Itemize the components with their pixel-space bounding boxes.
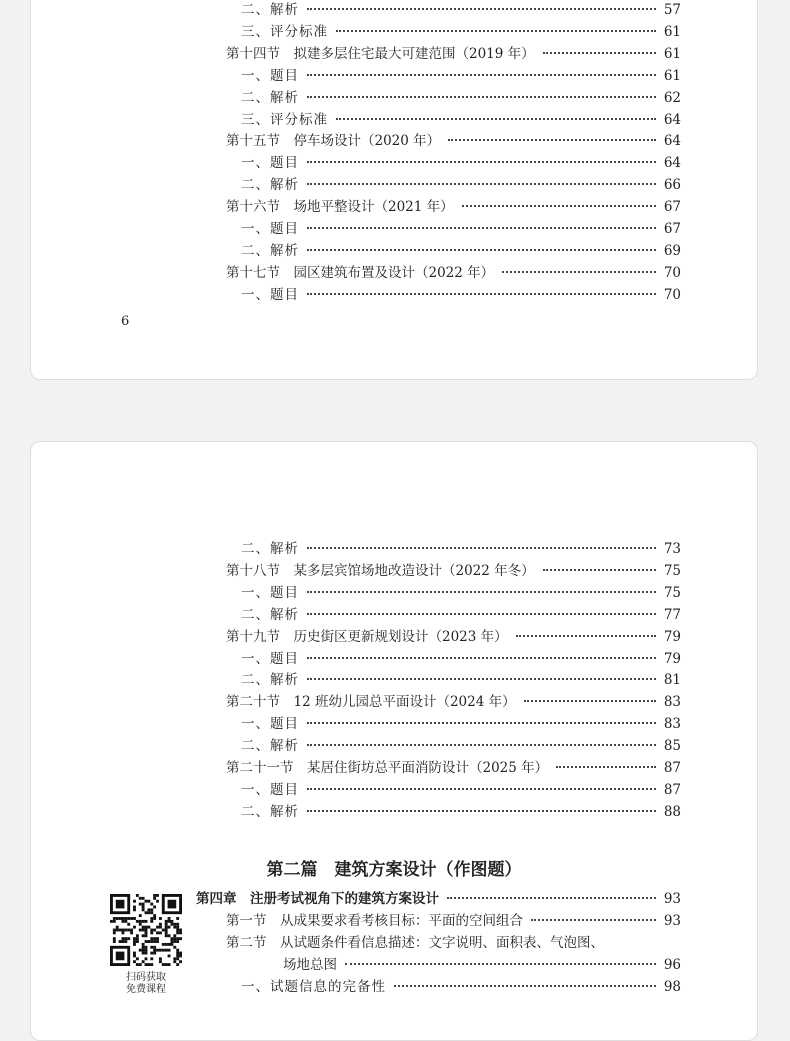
toc-subentry[interactable] bbox=[241, 65, 681, 87]
toc-subentry[interactable] bbox=[241, 779, 681, 801]
qr-caption-line: 免费课程 bbox=[126, 984, 166, 995]
toc-subentry[interactable] bbox=[241, 240, 681, 262]
toc-entry-title: 第十六节 场地平整设计（2021 年） bbox=[226, 199, 454, 216]
toc-entry-title: 二、解析 bbox=[241, 541, 299, 557]
dot-leader bbox=[307, 8, 656, 10]
toc-section-entry[interactable]: 第二节 从试题条件看信息描述：文字说明、面积表、气泡图、 bbox=[226, 935, 604, 951]
dot-leader bbox=[543, 569, 656, 571]
toc-entry-title: 二、解析 bbox=[241, 177, 299, 194]
toc-subentry[interactable] bbox=[241, 538, 681, 560]
toc-page-number: 61 bbox=[663, 23, 681, 40]
toc-entry-title: 二、解析 bbox=[241, 803, 299, 820]
dot-leader bbox=[345, 963, 656, 965]
dot-leader bbox=[307, 744, 656, 746]
dot-leader bbox=[524, 700, 656, 702]
toc-subentry[interactable] bbox=[241, 669, 681, 691]
toc-entry-title: 三、评分标准 bbox=[241, 23, 328, 40]
toc-entry-title: 一、题目 bbox=[241, 716, 299, 733]
toc-subentry[interactable] bbox=[241, 801, 681, 823]
toc-page-number: 66 bbox=[663, 177, 681, 194]
toc-entry-title: 一、题目 bbox=[241, 286, 299, 303]
toc-section-entry[interactable] bbox=[226, 626, 681, 648]
toc-entry-title: 一、题目 bbox=[241, 584, 299, 601]
dot-leader bbox=[307, 722, 656, 724]
toc-entry-title: 二、解析 bbox=[241, 242, 299, 259]
toc-page-number: 75 bbox=[663, 584, 681, 601]
dot-leader bbox=[336, 118, 656, 120]
dot-leader bbox=[307, 591, 656, 593]
toc-section-entry[interactable] bbox=[226, 262, 681, 284]
toc-page-number: 57 bbox=[663, 2, 681, 18]
toc-entry-title: 二、解析 bbox=[241, 606, 299, 623]
toc-entry-title: 第二十一节 某居住街坊总平面消防设计（2025 年） bbox=[226, 760, 549, 776]
toc-page-number: 61 bbox=[663, 45, 681, 62]
toc-subentry[interactable] bbox=[241, 713, 681, 735]
dot-leader bbox=[307, 547, 656, 549]
dot-leader bbox=[531, 919, 656, 921]
qr-code-icon[interactable] bbox=[110, 894, 182, 966]
toc-page-number: 93 bbox=[663, 891, 681, 907]
toc-page-number: 93 bbox=[663, 913, 681, 929]
toc-subentry[interactable] bbox=[241, 152, 681, 174]
dot-leader bbox=[448, 139, 656, 141]
toc-page-number: 79 bbox=[663, 650, 681, 667]
toc-page-number: 77 bbox=[663, 606, 681, 623]
toc-section-entry[interactable] bbox=[226, 910, 681, 932]
toc-section-entry-cont[interactable] bbox=[283, 954, 681, 976]
toc-page-number: 98 bbox=[663, 979, 681, 995]
dot-leader bbox=[462, 205, 656, 207]
toc-page-number: 73 bbox=[663, 541, 681, 557]
toc-page-number: 87 bbox=[663, 781, 681, 798]
toc-entry-title: 一、试题信息的完备性 bbox=[241, 979, 386, 995]
toc-page-1 bbox=[30, 0, 758, 380]
toc-page-number: 75 bbox=[663, 562, 681, 579]
toc-entry-title: 一、题目 bbox=[241, 781, 299, 798]
toc-page-number: 83 bbox=[663, 716, 681, 733]
toc-section-entry[interactable] bbox=[226, 691, 681, 713]
toc-page-number: 88 bbox=[663, 803, 681, 820]
dot-leader bbox=[307, 293, 656, 295]
toc-page-number: 64 bbox=[663, 111, 681, 128]
toc-subentry[interactable] bbox=[241, 87, 681, 109]
toc-section-entry[interactable] bbox=[226, 130, 681, 152]
part-title: 第二篇 建筑方案设计（作图题） bbox=[266, 860, 522, 880]
dot-leader bbox=[556, 766, 656, 768]
toc-page-number: 64 bbox=[663, 155, 681, 172]
dot-leader bbox=[307, 74, 656, 76]
dot-leader bbox=[516, 635, 656, 637]
toc-page-number: 62 bbox=[663, 89, 681, 106]
toc-page-number: 64 bbox=[663, 133, 681, 150]
toc-page-number: 79 bbox=[663, 628, 681, 645]
toc-entry-title: 第十九节 历史街区更新规划设计（2023 年） bbox=[226, 628, 508, 645]
toc-entry-title: 二、解析 bbox=[241, 2, 299, 18]
toc-entry-title: 一、题目 bbox=[241, 155, 299, 172]
dot-leader bbox=[307, 810, 656, 812]
toc-subentry[interactable] bbox=[241, 604, 681, 626]
toc-page-number: 70 bbox=[663, 264, 681, 281]
qr-caption bbox=[106, 972, 186, 996]
toc-subentry[interactable] bbox=[241, 218, 681, 240]
dot-leader bbox=[307, 96, 656, 98]
toc-entry-title: 一、题目 bbox=[241, 221, 299, 237]
qr-caption-line: 扫码获取 bbox=[126, 972, 166, 983]
toc-entry-title: 第十四节 拟建多层住宅最大可建范围（2019 年） bbox=[226, 45, 535, 62]
dot-leader bbox=[307, 227, 656, 229]
dot-leader bbox=[307, 161, 656, 163]
toc-subentry[interactable] bbox=[241, 0, 681, 21]
toc-page-number: 83 bbox=[663, 694, 681, 711]
dot-leader bbox=[307, 657, 656, 659]
toc-subentry[interactable] bbox=[241, 582, 681, 604]
toc-page-number: 61 bbox=[663, 67, 681, 84]
toc-page-number: 69 bbox=[663, 242, 681, 259]
toc-entry-title: 第二十节 12 班幼儿园总平面设计（2024 年） bbox=[226, 694, 516, 711]
toc-page-number: 67 bbox=[663, 199, 681, 216]
toc-entry-title: 二、解析 bbox=[241, 672, 299, 689]
toc-entry-title: 一、题目 bbox=[241, 67, 299, 84]
dot-leader bbox=[394, 985, 656, 987]
toc-chapter-entry[interactable] bbox=[196, 888, 681, 910]
toc-subentry[interactable] bbox=[241, 976, 681, 998]
dot-leader bbox=[307, 249, 656, 251]
toc-entry-title: 第四章 注册考试视角下的建筑方案设计 bbox=[196, 891, 439, 907]
toc-subentry[interactable] bbox=[241, 284, 681, 306]
toc-entry-title: 第十七节 园区建筑布置及设计（2022 年） bbox=[226, 264, 495, 281]
toc-section-entry[interactable] bbox=[226, 757, 681, 779]
dot-leader bbox=[447, 897, 656, 899]
toc-section-entry[interactable] bbox=[226, 196, 681, 218]
toc-page-number: 85 bbox=[663, 738, 681, 755]
toc-subentry[interactable] bbox=[241, 21, 681, 43]
toc-subentry[interactable] bbox=[241, 109, 681, 131]
dot-leader bbox=[307, 788, 656, 790]
toc-entry-title: 场地总图 bbox=[283, 957, 337, 973]
toc-entry-title: 第十五节 停车场设计（2020 年） bbox=[226, 133, 441, 150]
toc-page-2 bbox=[30, 441, 758, 1041]
toc-subentry[interactable] bbox=[241, 735, 681, 757]
toc-page-number: 96 bbox=[663, 957, 681, 973]
toc-entry-title: 二、解析 bbox=[241, 89, 299, 106]
dot-leader bbox=[502, 271, 656, 273]
toc-entry-title: 二、解析 bbox=[241, 738, 299, 755]
dot-leader bbox=[543, 52, 656, 54]
toc-page-number: 87 bbox=[663, 760, 681, 776]
dot-leader bbox=[336, 30, 656, 32]
page-number: 6 bbox=[121, 314, 130, 329]
toc-entry-title: 一、题目 bbox=[241, 650, 299, 667]
toc-subentry[interactable] bbox=[241, 648, 681, 670]
toc-page-number: 70 bbox=[663, 286, 681, 303]
dot-leader bbox=[307, 678, 656, 680]
dot-leader bbox=[307, 613, 656, 615]
toc-page-number: 81 bbox=[663, 672, 681, 689]
toc-entry-title: 第十八节 某多层宾馆场地改造设计（2022 年冬） bbox=[226, 562, 535, 579]
toc-entry-title: 三、评分标准 bbox=[241, 111, 328, 128]
toc-section-entry[interactable] bbox=[226, 43, 681, 65]
toc-page-number: 67 bbox=[663, 221, 681, 237]
toc-subentry[interactable] bbox=[241, 174, 681, 196]
toc-entry-title: 第一节 从成果要求看考核目标：平面的空间组合 bbox=[226, 913, 523, 929]
toc-section-entry[interactable] bbox=[226, 560, 681, 582]
dot-leader bbox=[307, 183, 656, 185]
